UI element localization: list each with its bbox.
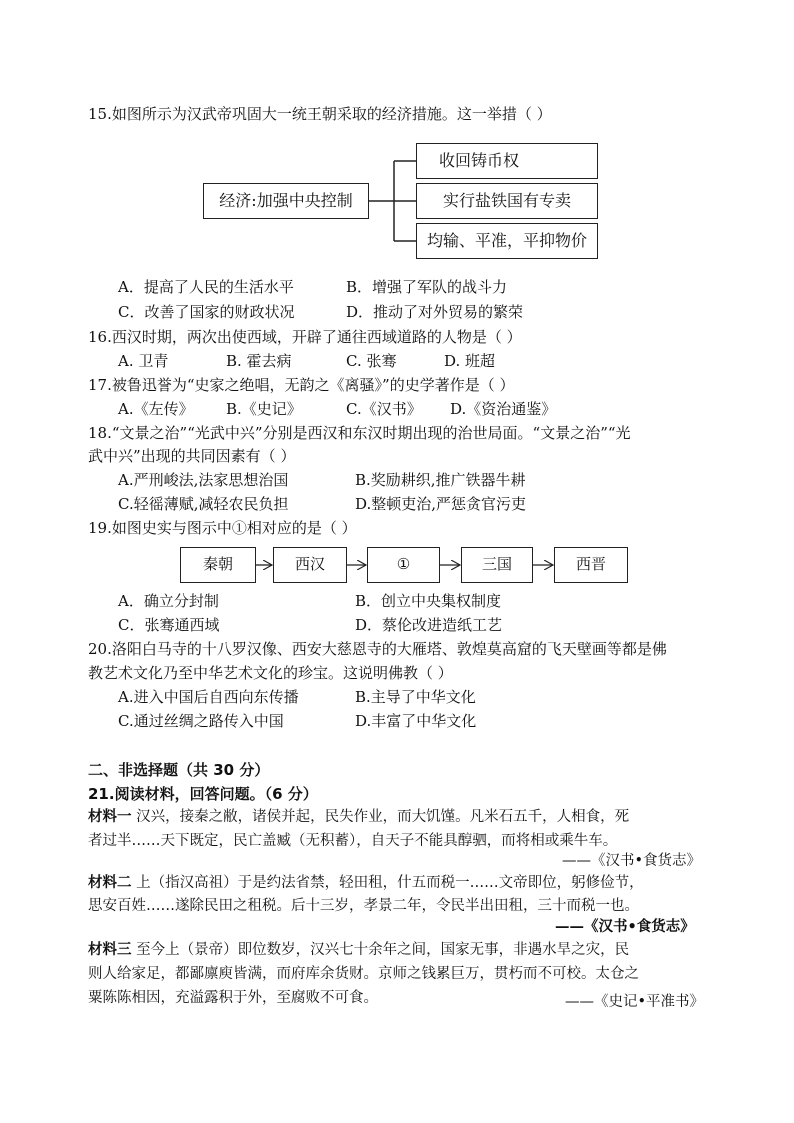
q20-option-d: D.丰富了中华文化 [355, 712, 477, 730]
section-2-heading: 二、非选择题（共 30 分） [88, 761, 270, 779]
q15-option-d: D．推动了对外贸易的繁荣 [346, 303, 524, 321]
material-2-line-2: 思安百姓……遂除民田之租税。后十三岁，孝景二年，令民半出田租，三十而税一也。 [88, 898, 639, 914]
q21-stem: 21.阅读材料，回答问题。（6 分） [88, 785, 318, 803]
q17-option-b: B.《史记》 [226, 400, 302, 418]
q20-stem-line-2: 教艺术文化乃至中华艺术文化的珍宝。这说明佛教（ ） [88, 664, 453, 682]
q19-node-label-1: 秦朝 [202, 555, 233, 573]
material-1-source: ——《汉书•食货志》 [562, 853, 702, 869]
q18-option-a: A.严刑峻法,法家思想治国 [118, 471, 289, 489]
q16-option-d: D. 班超 [444, 352, 496, 370]
material-3-line-2: 则人给家足，都鄙廪庾皆满，而府库余货财。京师之钱累巨万，贯朽而不可校。太仓之 [88, 966, 639, 982]
material-1-line-2: 者过半……天下既定，民亡盖臧（无积蓄），自天子不能具醇驷，而将相或乘牛车。 [88, 833, 618, 849]
q19-node-label-3: ① [396, 555, 411, 573]
q15-stem: 15.如图所示为汉武帝巩固大一统王朝采取的经济措施。这一举措（ ） [88, 105, 552, 123]
q18-stem-line-2: 武中兴”出现的共同因素有（ ） [88, 447, 296, 465]
q18-option-b: B.奖励耕织,推广铁器牛耕 [355, 471, 526, 489]
q15-branch-label-1: 收回铸币权 [439, 151, 520, 170]
material-2-label: 材料二 [88, 875, 132, 891]
q19-option-c: C．张骞通西域 [118, 616, 220, 634]
q19-stem: 19.如图史实与图示中①相对应的是（ ） [88, 519, 357, 537]
q19-option-d: D．蔡伦改进造纸工艺 [355, 616, 503, 634]
material-2-text-1: 上（指汉高祖）于是约法省禁，轻田租，什五而税一……文帝即位，躬修俭节， [131, 875, 644, 891]
q19-option-b: B．创立中央集权制度 [355, 592, 502, 610]
material-2-line-1 [88, 873, 644, 893]
q17-option-c: C.《汉书》 [346, 400, 422, 418]
q17-option-a: A.《左传》 [118, 400, 194, 418]
q15-option-b: B．增强了军队的战斗力 [346, 278, 508, 296]
q19-node-blank [367, 547, 440, 583]
q19-node-qin [180, 547, 256, 583]
q19-node-western-han [273, 547, 347, 583]
q16-option-b: B. 霍去病 [226, 352, 292, 370]
material-3-line-1 [88, 940, 629, 960]
q18-option-d: D.整顿吏治,严惩贪官污吏 [355, 495, 527, 513]
q19-option-a: A．确立分封制 [118, 592, 219, 610]
q16-stem: 16.西汉时期，两次出使西域，开辟了通往西域道路的人物是（ ） [88, 328, 522, 346]
q15-option-a: A．提高了人民的生活水平 [118, 278, 294, 296]
q16-option-c: C. 张骞 [346, 352, 397, 370]
q17-stem: 17.被鲁迅誉为“史家之绝唱，无韵之《离骚》”的史学著作是（ ） [88, 376, 515, 394]
material-3-label: 材料三 [88, 942, 132, 958]
q17-option-d: D.《资治通鉴》 [450, 400, 557, 418]
q18-stem-line-1: 18.“文景之治”“光武中兴”分别是西汉和东汉时期出现的治世局面。“文景之治”“光 [88, 424, 631, 442]
q20-stem-line-1: 20.洛阳白马寺的十八罗汉像、西安大慈恩寺的大雁塔、敦煌莫高窟的飞天壁画等都是佛 [88, 640, 667, 658]
material-1-line-1 [88, 807, 629, 827]
material-3-line-3: 粟陈陈相因，充溢露积于外，至腐败不可食。 [88, 990, 378, 1006]
material-3-text-1: 至今上（景帝）即位数岁，汉兴七十余年之间，国家无事，非遇水旱之灾，民 [131, 942, 630, 958]
q15-branch-label-3: 均输、平准，平抑物价 [426, 231, 587, 250]
q15-branch-label-2: 实行盐铁国有专卖 [442, 191, 571, 210]
q20-option-b: B.主导了中华文化 [355, 688, 476, 706]
q19-node-label-5: 西晋 [575, 555, 606, 573]
q19-node-label-4: 三国 [481, 555, 512, 573]
q18-option-c: C.轻徭薄赋,减轻农民负担 [118, 495, 289, 513]
material-2-source: ——《汉书•食货志》 [555, 918, 695, 935]
material-1-label: 材料一 [88, 809, 132, 825]
q19-node-three-kingdoms [461, 547, 533, 583]
material-3-source: ——《史记•平准书》 [565, 994, 705, 1010]
q19-node-label-2: 西汉 [294, 555, 325, 573]
material-1-text-1: 汉兴，接秦之敝，诸侯并起，民失作业，而大饥馑。凡米石五千，人相食，死 [131, 809, 630, 825]
q20-option-c: C.通过丝绸之路传入中国 [118, 712, 284, 730]
q15-option-c: C．改善了国家的财政状况 [118, 303, 295, 321]
q19-node-western-jin [554, 547, 628, 583]
q16-option-a: A. 卫青 [118, 352, 169, 370]
q20-option-a: A.进入中国后自西向东传播 [118, 688, 299, 706]
q15-root-label: 经济:加强中央控制 [219, 191, 353, 210]
